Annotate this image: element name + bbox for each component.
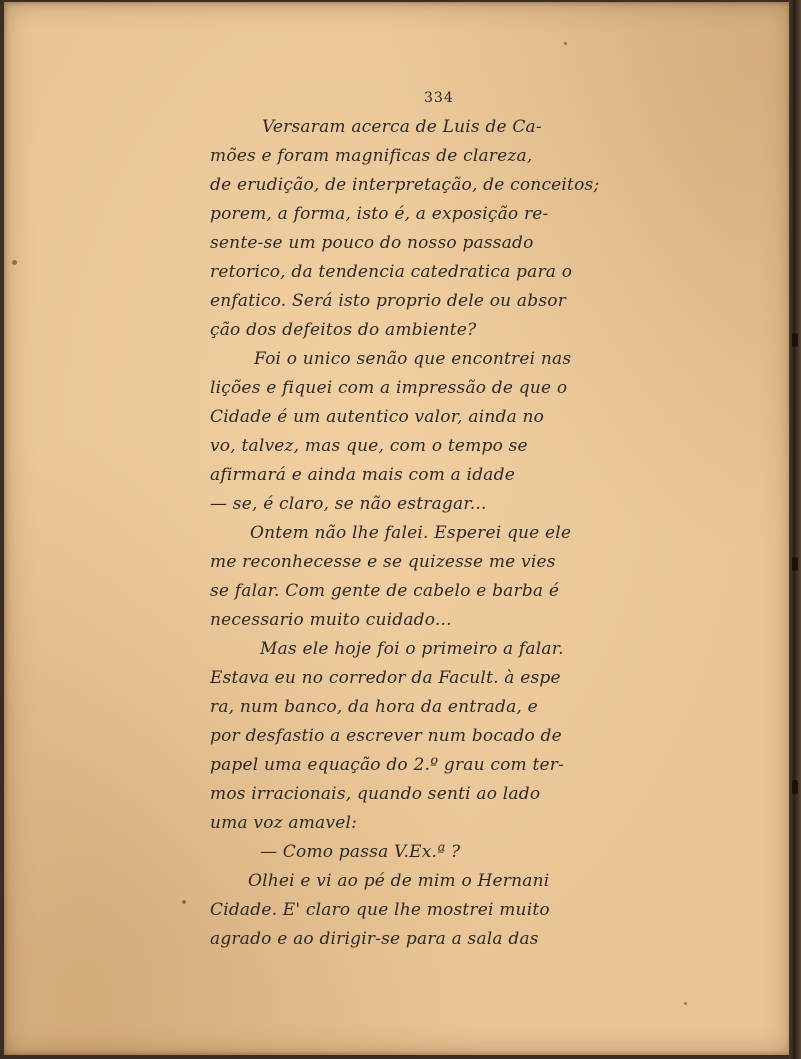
text-line: afirmará e ainda mais com a idade bbox=[210, 465, 515, 485]
text-line: — Como passa V.Ex.ª ? bbox=[260, 842, 461, 862]
paper-speck bbox=[182, 900, 186, 904]
text-line: enfatico. Será isto proprio dele ou absor bbox=[210, 291, 567, 311]
binding-mark bbox=[792, 780, 798, 794]
text-line: Versaram acerca de Luis de Ca- bbox=[262, 117, 542, 137]
text-line: Foi o unico senão que encontrei nas bbox=[254, 349, 572, 369]
binding-edge bbox=[789, 0, 801, 1059]
text-line: papel uma equação do 2.º grau com ter- bbox=[210, 755, 565, 775]
text-line: Cidade. E' claro que lhe mostrei muito bbox=[210, 900, 550, 920]
text-line: me reconhecesse e se quizesse me vies bbox=[210, 552, 556, 572]
text-line: Cidade é um autentico valor, ainda no bbox=[210, 407, 545, 427]
text-line: retorico, da tendencia catedratica para o bbox=[210, 262, 573, 282]
binding-mark bbox=[792, 333, 798, 347]
text-line: se falar. Com gente de cabelo e barba é bbox=[210, 581, 560, 601]
text-line: Estava eu no corredor da Facult. à espe bbox=[210, 668, 561, 688]
text-line: vo, talvez, mas que, com o tempo se bbox=[210, 436, 528, 456]
text-line: de erudição, de interpretação, de conceitos; bbox=[210, 175, 600, 195]
text-line: porem, a forma, isto é, a exposição re- bbox=[210, 204, 549, 224]
text-line: por desfastio a escrever num bocado de bbox=[210, 726, 562, 746]
text-line: ção dos defeitos do ambiente? bbox=[210, 320, 477, 340]
text-line: sente-se um pouco do nosso passado bbox=[210, 233, 534, 253]
page-number: 334 bbox=[424, 90, 454, 106]
paper-speck bbox=[564, 42, 567, 45]
text-line: agrado e ao dirigir-se para a sala das bbox=[210, 929, 539, 949]
text-line: lições e fiquei com a impressão de que o bbox=[210, 378, 568, 398]
text-line: — se, é claro, se não estragar... bbox=[210, 494, 487, 514]
text-line: Olhei e vi ao pé de mim o Hernani bbox=[248, 871, 550, 891]
text-line: necessario muito cuidado... bbox=[210, 610, 452, 630]
text-line: Ontem não lhe falei. Esperei que ele bbox=[250, 523, 572, 543]
manuscript-page bbox=[4, 2, 792, 1055]
text-line: uma voz amavel: bbox=[210, 813, 358, 833]
paper-speck bbox=[12, 260, 17, 265]
text-line: ra, num banco, da hora da entrada, e bbox=[210, 697, 538, 717]
handwritten-text bbox=[210, 113, 688, 954]
text-line: mões e foram magnificas de clareza, bbox=[210, 146, 533, 166]
binding-mark bbox=[792, 557, 798, 571]
text-line: mos irracionais, quando senti ao lado bbox=[210, 784, 541, 804]
paper-speck bbox=[684, 1002, 687, 1005]
text-line: Mas ele hoje foi o primeiro a falar. bbox=[260, 639, 564, 659]
